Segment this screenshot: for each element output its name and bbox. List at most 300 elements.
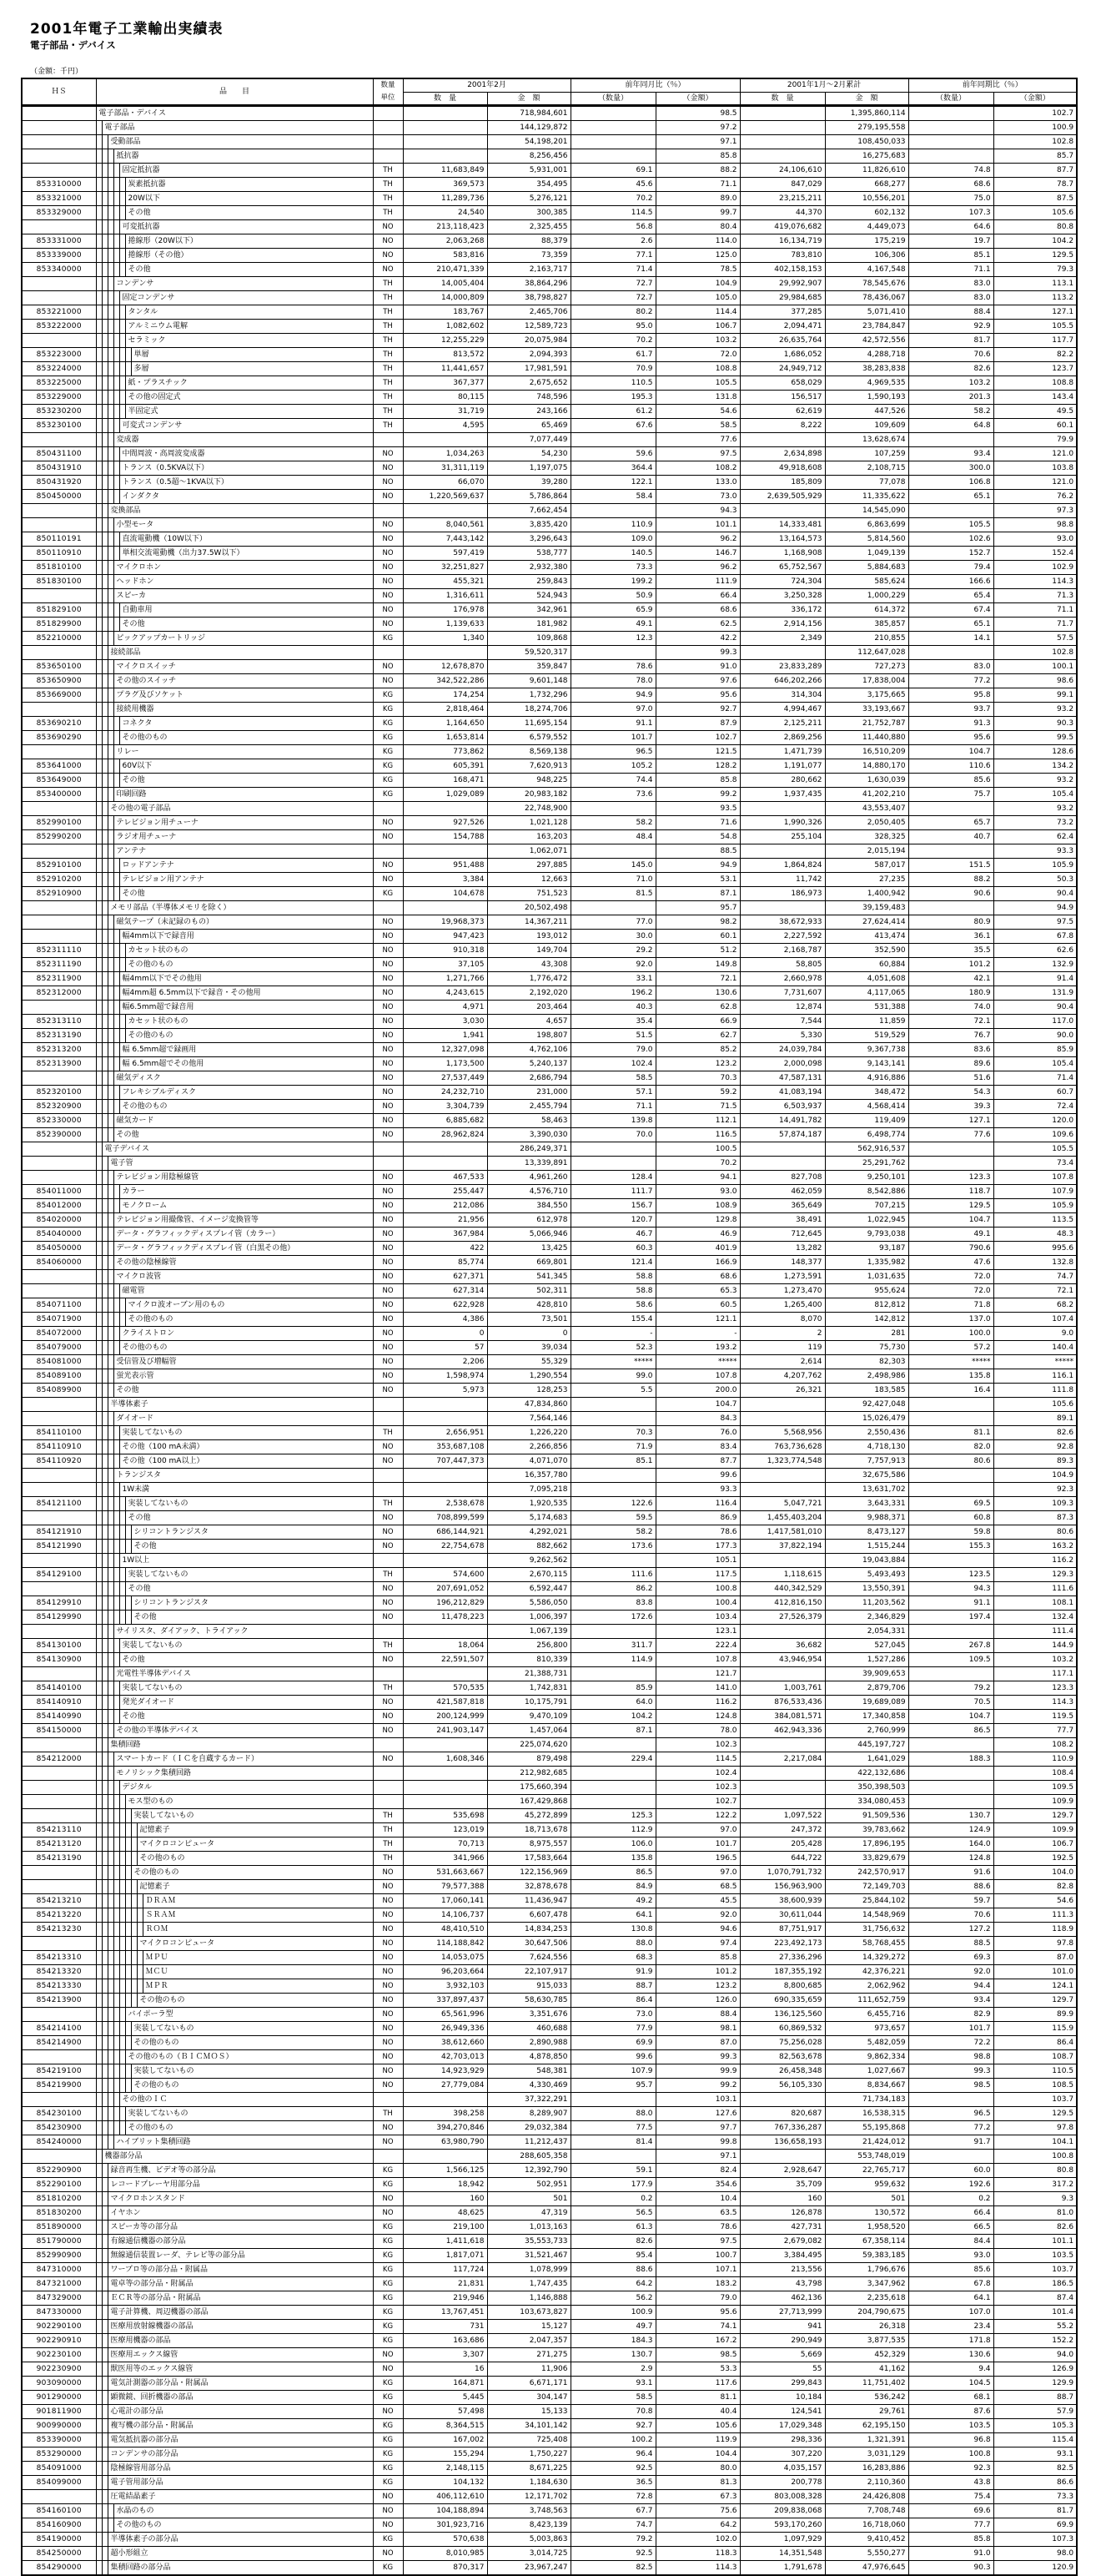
feb-qty: 1,411,618 xyxy=(403,2235,487,2249)
feb-value: 3,748,563 xyxy=(487,2504,571,2518)
table-row xyxy=(22,731,1077,745)
yoy-qty-pct xyxy=(571,1554,656,1568)
cum-yoy-qty-pct: 66.5 xyxy=(908,2221,993,2235)
cum-qty: 205,428 xyxy=(740,1837,825,1852)
cum-yoy-value-pct: 85.9 xyxy=(993,1043,1077,1057)
indent-guide xyxy=(97,887,103,900)
yoy-qty-pct: 91.1 xyxy=(571,717,656,731)
cum-qty: 29,992,907 xyxy=(740,277,825,291)
indent-guide xyxy=(103,490,108,503)
cum-value: 42,572,556 xyxy=(825,334,908,348)
table-row xyxy=(22,2249,1077,2263)
hs-code xyxy=(22,1398,96,1412)
quantity-unit: NO xyxy=(373,660,403,674)
yoy-value-pct: 101.1 xyxy=(656,518,740,532)
yoy-value-pct: 101.2 xyxy=(656,1965,740,1979)
item-name xyxy=(96,2377,373,2391)
feb-qty: 48,410,510 xyxy=(403,1923,487,1937)
indent-guide xyxy=(126,1923,132,1936)
item-name xyxy=(96,2164,373,2178)
item-name xyxy=(96,731,373,745)
hs-code xyxy=(22,1142,96,1157)
indent-guide xyxy=(103,1298,108,1312)
cum-yoy-qty-pct: 47.6 xyxy=(908,1256,993,1270)
item-name xyxy=(96,915,373,930)
table-row xyxy=(22,901,1077,915)
indent-guide xyxy=(120,2121,126,2135)
indent-guide xyxy=(114,1440,120,1454)
cum-yoy-value-pct: 118.9 xyxy=(993,1923,1077,1937)
indent-guide xyxy=(103,901,108,915)
cum-value: 3,031,129 xyxy=(825,2447,908,2462)
yoy-value-pct: 78.6 xyxy=(656,2221,740,2235)
quantity-unit: NO xyxy=(373,1071,403,1086)
yoy-value-pct: 146.7 xyxy=(656,547,740,561)
header-unit-top: 数量 xyxy=(380,81,395,89)
feb-qty: 421,587,818 xyxy=(403,1696,487,1710)
cum-value: 106,306 xyxy=(825,249,908,263)
cum-yoy-value-pct: 89.9 xyxy=(993,2008,1077,2022)
indent-guide xyxy=(108,362,114,376)
item-name xyxy=(96,532,373,547)
hs-code: 854219100 xyxy=(22,2064,96,2079)
hs-code: 854213220 xyxy=(22,1908,96,1923)
cum-value: 183,585 xyxy=(825,1384,908,1398)
cum-value: 210,855 xyxy=(825,632,908,646)
indent-guide xyxy=(132,1951,138,1964)
yoy-value-pct: 62.5 xyxy=(656,618,740,632)
indent-guide xyxy=(108,2107,114,2120)
table-row xyxy=(22,1554,1077,1568)
cum-qty: 827,708 xyxy=(740,1171,825,1185)
feb-qty: 467,533 xyxy=(403,1171,487,1185)
item-label: 磁気テープ（未記録のもの） xyxy=(116,918,214,926)
item-name xyxy=(96,1852,373,1866)
cum-yoy-qty-pct: 77.7 xyxy=(908,2518,993,2533)
feb-qty: 22,591,507 xyxy=(403,1653,487,1667)
feb-qty: 406,112,610 xyxy=(403,2490,487,2504)
feb-value: 2,890,988 xyxy=(487,2036,571,2050)
hs-code: 854212000 xyxy=(22,1752,96,1767)
cum-yoy-qty-pct: 80.6 xyxy=(908,1454,993,1469)
cum-qty: 724,304 xyxy=(740,575,825,589)
indent-guide xyxy=(108,1199,114,1212)
feb-qty xyxy=(403,1781,487,1795)
cum-value: 11,859 xyxy=(825,1015,908,1029)
cum-yoy-qty-pct: 83.0 xyxy=(908,660,993,674)
indent-guide xyxy=(103,1199,108,1212)
item-label: 捲線形（その他） xyxy=(128,251,189,260)
item-name xyxy=(96,1128,373,1142)
item-name xyxy=(96,802,373,816)
feb-qty: 27,537,449 xyxy=(403,1071,487,1086)
indent-guide xyxy=(103,915,108,929)
table-row xyxy=(22,1852,1077,1866)
yoy-qty-pct: 73.6 xyxy=(571,788,656,802)
quantity-unit: KG xyxy=(373,703,403,717)
indent-guide xyxy=(103,2107,108,2120)
indent-guide xyxy=(97,2277,103,2291)
quantity-unit: KG xyxy=(373,2306,403,2320)
item-name xyxy=(96,1157,373,1171)
yoy-value-pct: 105.0 xyxy=(656,291,740,305)
cum-yoy-qty-pct xyxy=(908,1412,993,1426)
indent-guide xyxy=(97,2547,103,2560)
indent-guide xyxy=(97,561,103,574)
yoy-qty-pct: 109.0 xyxy=(571,532,656,547)
cum-value: 14,548,969 xyxy=(825,1908,908,1923)
indent-guide xyxy=(97,1043,103,1056)
table-row xyxy=(22,277,1077,291)
indent-guide xyxy=(114,348,120,361)
cum-value: 2,110,360 xyxy=(825,2476,908,2490)
table-row xyxy=(22,2164,1077,2178)
item-name xyxy=(96,618,373,632)
indent-guide xyxy=(114,291,120,305)
yoy-qty-pct: 92.0 xyxy=(571,958,656,972)
item-label: 磁気ディスク xyxy=(116,1074,161,1082)
item-name xyxy=(96,944,373,958)
cum-yoy-qty-pct: 69.3 xyxy=(908,1951,993,1965)
hs-code: 854213210 xyxy=(22,1894,96,1908)
indent-guide xyxy=(103,1426,108,1439)
quantity-unit: KG xyxy=(373,2476,403,2490)
feb-qty: 627,314 xyxy=(403,1284,487,1298)
indent-guide xyxy=(103,1596,108,1610)
cum-qty xyxy=(740,1554,825,1568)
yoy-qty-pct: 56.5 xyxy=(571,2206,656,2221)
cum-qty: 43,798 xyxy=(740,2277,825,2291)
item-name xyxy=(96,2320,373,2334)
feb-value: 2,686,794 xyxy=(487,1071,571,1086)
indent-guide xyxy=(97,944,103,957)
feb-qty: 219,946 xyxy=(403,2291,487,2306)
item-name xyxy=(96,1795,373,1809)
cum-yoy-qty-pct: 85.8 xyxy=(908,2533,993,2547)
indent-guide xyxy=(97,1681,103,1695)
item-name xyxy=(96,844,373,859)
cum-value: 25,844,102 xyxy=(825,1894,908,1908)
yoy-qty-pct xyxy=(571,433,656,447)
indent-guide xyxy=(108,1653,114,1666)
indent-guide xyxy=(108,1171,114,1184)
item-name xyxy=(96,291,373,305)
hs-code: 853321000 xyxy=(22,192,96,206)
quantity-unit: TH xyxy=(373,1568,403,1582)
indent-guide xyxy=(108,1454,114,1468)
cum-qty: 783,810 xyxy=(740,249,825,263)
yoy-qty-pct: 88.6 xyxy=(571,2263,656,2277)
indent-guide xyxy=(120,249,126,262)
feb-value: 288,605,358 xyxy=(487,2150,571,2164)
indent-guide xyxy=(114,1426,120,1439)
indent-guide xyxy=(114,958,120,971)
feb-value: 193,012 xyxy=(487,930,571,944)
cum-yoy-qty-pct: 14.1 xyxy=(908,632,993,646)
indent-guide xyxy=(114,249,120,262)
yoy-qty-pct xyxy=(571,1781,656,1795)
cum-yoy-qty-pct xyxy=(908,1483,993,1497)
hs-code: 854129910 xyxy=(22,1596,96,1611)
item-label: 接続部品 xyxy=(110,648,141,657)
cum-yoy-value-pct: 117.7 xyxy=(993,334,1077,348)
quantity-unit: NO xyxy=(373,1313,403,1327)
cum-value: 109,609 xyxy=(825,419,908,433)
item-name xyxy=(96,433,373,447)
indent-guide xyxy=(103,2291,108,2305)
cum-yoy-value-pct: 88.7 xyxy=(993,2391,1077,2405)
yoy-value-pct: 72.0 xyxy=(656,348,740,362)
table-row xyxy=(22,2150,1077,2164)
quantity-unit: NO xyxy=(373,830,403,844)
indent-guide xyxy=(103,2249,108,2262)
yoy-qty-pct: 86.5 xyxy=(571,1866,656,1880)
cum-yoy-value-pct: 119.5 xyxy=(993,1710,1077,1724)
item-name xyxy=(96,972,373,986)
indent-guide xyxy=(103,1937,108,1950)
item-name xyxy=(96,1596,373,1611)
table-row xyxy=(22,1440,1077,1454)
feb-value: 256,800 xyxy=(487,1639,571,1653)
cum-yoy-qty-pct: 42.1 xyxy=(908,972,993,986)
cum-value: 242,570,917 xyxy=(825,1866,908,1880)
feb-value: 7,662,454 xyxy=(487,504,571,518)
quantity-unit: TH xyxy=(373,419,403,433)
cum-value: 587,017 xyxy=(825,859,908,873)
hs-code: 854240000 xyxy=(22,2135,96,2150)
cum-value: 10,556,201 xyxy=(825,192,908,206)
table-row xyxy=(22,1298,1077,1313)
indent-guide xyxy=(103,1696,108,1709)
table-row xyxy=(22,2433,1077,2447)
feb-value: 751,523 xyxy=(487,887,571,901)
cum-value: 334,080,453 xyxy=(825,1795,908,1809)
item-label: 蛍光表示管 xyxy=(116,1372,154,1380)
cum-qty: 290,949 xyxy=(740,2334,825,2348)
feb-value: 524,943 xyxy=(487,589,571,603)
quantity-unit: KG xyxy=(373,887,403,901)
cum-yoy-value-pct: 995.6 xyxy=(993,1242,1077,1256)
indent-guide xyxy=(120,2064,126,2078)
indent-guide xyxy=(97,1625,103,1638)
cum-qty: 13,164,573 xyxy=(740,532,825,547)
cum-qty: 209,838,068 xyxy=(740,2504,825,2518)
table-row xyxy=(22,263,1077,277)
indent-guide xyxy=(103,703,108,716)
cum-yoy-value-pct: 116.1 xyxy=(993,1369,1077,1384)
table-row xyxy=(22,1625,1077,1639)
yoy-value-pct: 114.0 xyxy=(656,234,740,249)
cum-value: 27,624,414 xyxy=(825,915,908,930)
feb-qty: 773,862 xyxy=(403,745,487,759)
yoy-qty-pct: - xyxy=(571,1327,656,1341)
cum-yoy-qty-pct: 83.6 xyxy=(908,1043,993,1057)
hs-code: 901811900 xyxy=(22,2405,96,2419)
item-label: トランジスタ xyxy=(116,1471,162,1480)
header-unit-bottom: 単位 xyxy=(380,93,395,102)
cum-yoy-value-pct: 86.6 xyxy=(993,2476,1077,2490)
hs-code: 854071100 xyxy=(22,1298,96,1313)
yoy-qty-pct xyxy=(571,504,656,518)
cum-yoy-value-pct: 90.3 xyxy=(993,717,1077,731)
indent-guide xyxy=(97,1412,103,1425)
hs-code: 852312000 xyxy=(22,986,96,1001)
indent-guide xyxy=(108,1540,114,1553)
item-label: テレビジョン用チューナ xyxy=(116,819,199,827)
feb-value: 243,166 xyxy=(487,405,571,419)
quantity-unit: NO xyxy=(373,1001,403,1015)
quantity-unit: NO xyxy=(373,547,403,561)
indent-guide xyxy=(114,1298,120,1312)
item-name xyxy=(96,575,373,589)
indent-guide xyxy=(103,433,108,446)
hs-code: 853329000 xyxy=(22,206,96,220)
item-label: アルミニウム電解 xyxy=(128,322,189,330)
hs-code xyxy=(22,1582,96,1596)
cum-yoy-value-pct: 82.2 xyxy=(993,348,1077,362)
indent-guide xyxy=(126,1611,132,1624)
quantity-unit: NO xyxy=(373,1242,403,1256)
cum-yoy-qty-pct: 65.7 xyxy=(908,816,993,830)
feb-qty: 13,767,451 xyxy=(403,2306,487,2320)
item-label: その他（100 mA未満） xyxy=(122,1443,204,1451)
yoy-value-pct: 54.6 xyxy=(656,405,740,419)
table-row xyxy=(22,2306,1077,2320)
cum-value: 2,879,706 xyxy=(825,1681,908,1696)
item-label: マイクロホンスタンド xyxy=(110,2195,185,2203)
yoy-value-pct: 99.3 xyxy=(656,2050,740,2064)
cum-qty: 8,070 xyxy=(740,1313,825,1327)
cum-qty: 1,191,077 xyxy=(740,759,825,774)
indent-guide xyxy=(114,972,120,986)
cum-qty: 2,914,156 xyxy=(740,618,825,632)
header-yoy-value: （金額） xyxy=(656,92,740,105)
feb-qty: 4,386 xyxy=(403,1313,487,1327)
feb-value: 915,033 xyxy=(487,1979,571,1994)
yoy-qty-pct: 70.2 xyxy=(571,192,656,206)
cum-qty: 767,336,287 xyxy=(740,2121,825,2135)
hs-code: 854012000 xyxy=(22,1199,96,1213)
item-name xyxy=(96,674,373,688)
cum-qty: 1,323,774,548 xyxy=(740,1454,825,1469)
indent-guide xyxy=(108,1639,114,1652)
cum-yoy-value-pct: 103.8 xyxy=(993,461,1077,476)
indent-guide xyxy=(97,745,103,759)
table-row xyxy=(22,178,1077,192)
cum-yoy-value-pct: 73.2 xyxy=(993,816,1077,830)
feb-value: 11,695,154 xyxy=(487,717,571,731)
item-name xyxy=(96,1086,373,1100)
indent-guide xyxy=(108,1625,114,1638)
cum-value: 111,652,759 xyxy=(825,1994,908,2008)
yoy-value-pct: 42.2 xyxy=(656,632,740,646)
item-name xyxy=(96,1228,373,1242)
yoy-qty-pct: 172.6 xyxy=(571,1611,656,1625)
item-name xyxy=(96,1015,373,1029)
yoy-value-pct: 92.7 xyxy=(656,703,740,717)
hs-code: 854213320 xyxy=(22,1965,96,1979)
table-row xyxy=(22,391,1077,405)
table-row xyxy=(22,2447,1077,2462)
feb-qty xyxy=(403,646,487,660)
yoy-value-pct: 114.4 xyxy=(656,305,740,320)
cum-value: 9,250,101 xyxy=(825,1171,908,1185)
yoy-qty-pct: 184.3 xyxy=(571,2334,656,2348)
indent-guide xyxy=(114,873,120,886)
yoy-value-pct: 117.5 xyxy=(656,1568,740,1582)
table-row xyxy=(22,986,1077,1001)
indent-guide xyxy=(97,2164,103,2177)
indent-guide xyxy=(138,1979,143,1993)
item-label: 中間周波・高周波変成器 xyxy=(122,450,205,458)
quantity-unit: KG xyxy=(373,2263,403,2277)
indent-guide xyxy=(108,1270,114,1283)
indent-guide xyxy=(114,1327,120,1340)
feb-qty xyxy=(403,1738,487,1752)
yoy-qty-pct: 2.6 xyxy=(571,234,656,249)
cum-value: 348,472 xyxy=(825,1086,908,1100)
yoy-value-pct: 99.7 xyxy=(656,206,740,220)
yoy-qty-pct: 64.2 xyxy=(571,2277,656,2291)
item-name xyxy=(96,362,373,376)
item-name xyxy=(96,2561,373,2576)
table-row xyxy=(22,1469,1077,1483)
item-label: マイクロ波オーブン用のもの xyxy=(128,1301,225,1309)
cum-value: 27,235 xyxy=(825,873,908,887)
cum-qty: 23,833,289 xyxy=(740,660,825,674)
feb-value: 8,671,225 xyxy=(487,2462,571,2476)
feb-qty xyxy=(403,1142,487,1157)
yoy-qty-pct: 93.1 xyxy=(571,2377,656,2391)
table-row xyxy=(22,532,1077,547)
indent-guide xyxy=(126,1809,132,1822)
feb-value: 359,847 xyxy=(487,660,571,674)
feb-value: 2,094,393 xyxy=(487,348,571,362)
hs-code: 901290000 xyxy=(22,2391,96,2405)
cum-value: 422,132,686 xyxy=(825,1767,908,1781)
feb-qty: 12,255,229 xyxy=(403,334,487,348)
indent-guide xyxy=(114,1951,120,1964)
quantity-unit: KG xyxy=(373,2334,403,2348)
item-label: その他の半導体デバイス xyxy=(116,1727,199,1735)
cum-yoy-qty-pct: 105.5 xyxy=(908,518,993,532)
yoy-value-pct: 97.4 xyxy=(656,1937,740,1951)
cum-value: 1,000,229 xyxy=(825,589,908,603)
yoy-value-pct: 106.7 xyxy=(656,320,740,334)
indent-guide xyxy=(103,802,108,815)
cum-yoy-qty-pct: 300.0 xyxy=(908,461,993,476)
cum-yoy-qty-pct xyxy=(908,1738,993,1752)
yoy-value-pct: 88.4 xyxy=(656,2008,740,2022)
hs-code: 902290100 xyxy=(22,2320,96,2334)
indent-guide xyxy=(103,2036,108,2049)
cum-yoy-qty-pct xyxy=(908,135,993,149)
indent-guide xyxy=(103,1412,108,1425)
cum-qty: 119 xyxy=(740,1341,825,1355)
quantity-unit: TH xyxy=(373,1681,403,1696)
item-name xyxy=(96,249,373,263)
cum-yoy-qty-pct: 88.6 xyxy=(908,1880,993,1894)
item-name xyxy=(96,121,373,135)
table-row xyxy=(22,1341,1077,1355)
yoy-value-pct: 58.5 xyxy=(656,419,740,433)
yoy-qty-pct: 78.0 xyxy=(571,674,656,688)
item-name xyxy=(96,348,373,362)
indent-guide xyxy=(97,2447,103,2461)
item-name xyxy=(96,646,373,660)
feb-qty: 910,318 xyxy=(403,944,487,958)
cum-qty xyxy=(740,1667,825,1681)
